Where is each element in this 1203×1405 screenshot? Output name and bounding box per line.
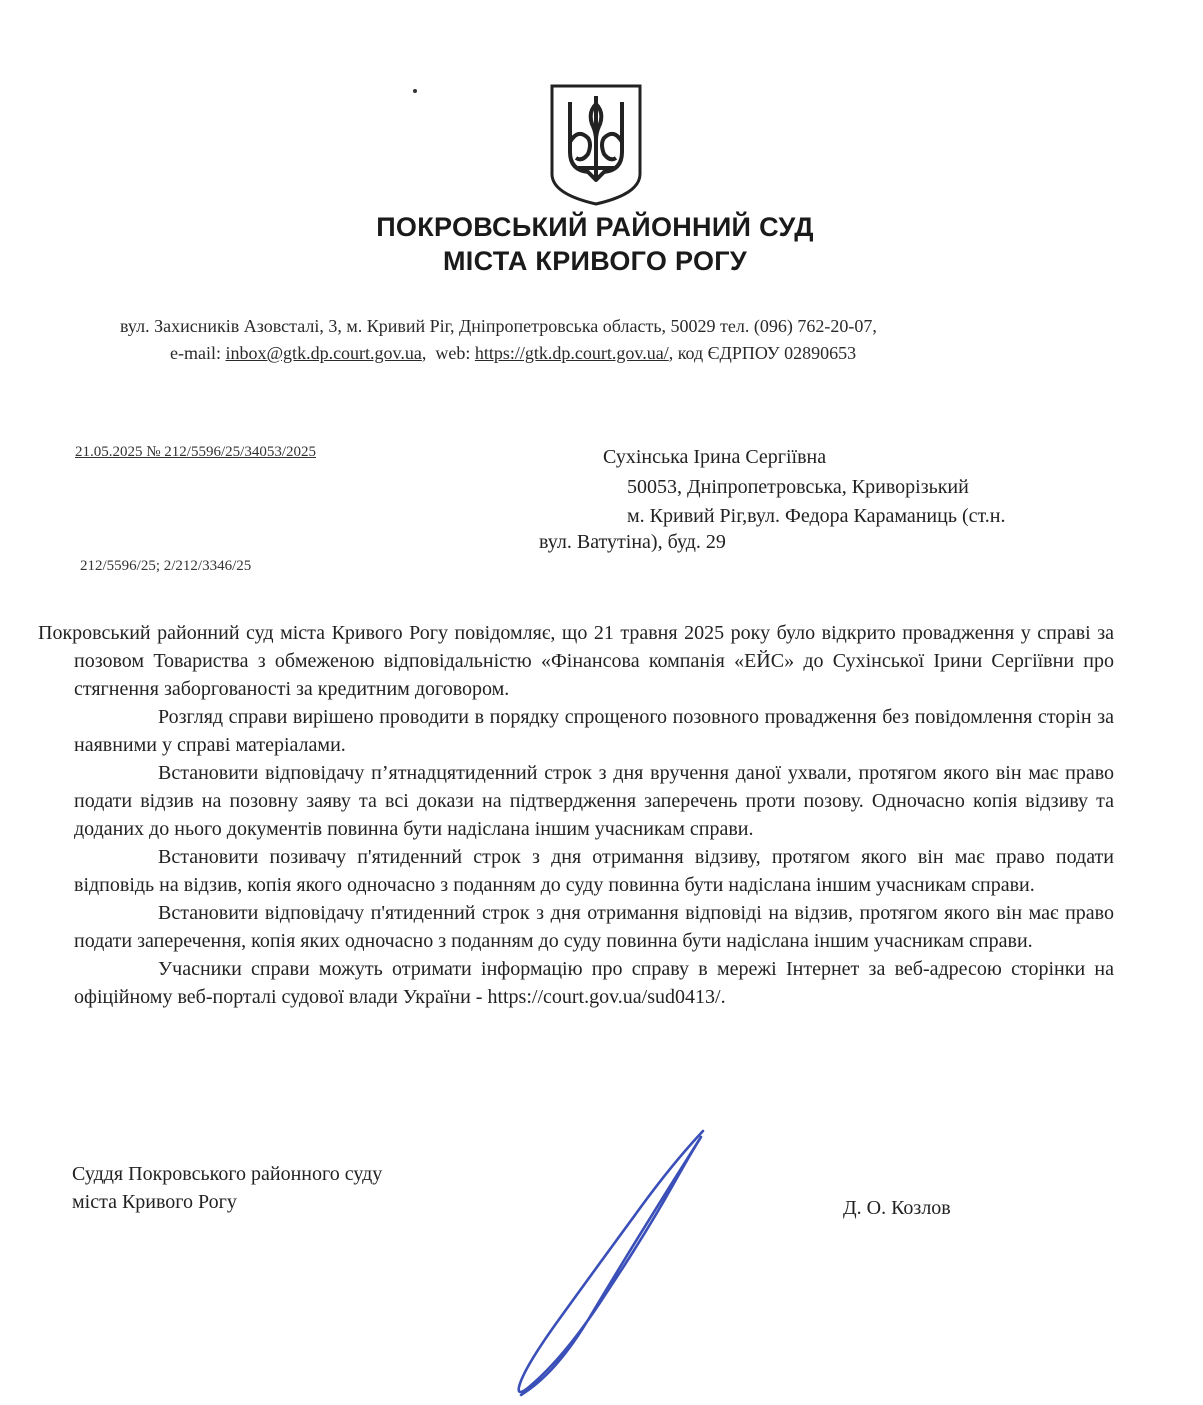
judge-title-line1: Суддя Покровського районного суду [72,1163,383,1185]
web-link[interactable]: https://gtk.dp.court.gov.ua/ [474,343,669,363]
paragraph-defendant-term: Встановити відповідачу п’ятнадцятиденний строк з дня вручення даної ухвали, протягом якого він має право подати відзив на позовну заяву та всі докази на підтвердження заперечень проти позову. Одночасно копія відзиву та доданих до нього документів повинна бути надіслана іншим учасникам справи. [74,762,1114,840]
judge-name: Д. О. Козлов [843,1197,951,1219]
recipient-address-line3: вул. Ватутіна), буд. 29 [539,531,726,553]
court-name-line2: МІСТА КРИВОГО РОГУ [443,246,747,276]
paragraph-procedure: Розгляд справи вирішено проводити в порядку спрощеного позовного провадження без повідомлення сторін за наявними у справі матеріалами. [74,706,1114,756]
recipient-address-line1: 50053, Дніпропетровська, Криворізький [627,476,969,498]
web-label: web: [435,343,475,363]
judge-title-line2: міста Кривого Рогу [72,1191,237,1213]
paragraph-objection-term: Встановити відповідачу п'ятиденний строк з дня отримання відповіді на відзив, протягом якого він має право подати заперечення, копія яких одночасно з поданням до суду повинна бути надіслана іншим учасникам справи. [74,902,1114,952]
email-label: e-mail: [170,343,226,363]
paragraph-notice: Покровський районний суд міста Кривого Рогу повідомляє, що 21 травня 2025 року було відкрито провадження у справі за позовом Товариства з обмеженою відповідальністю «Фінансова компанія «ЕЙС» до Сухінської Ірини Сергіївни про стягнення заборгованості за кредитним договором. [38,622,1114,700]
recipient-name: Сухінська Ірина Сергіївна [603,446,827,468]
trident-coat-of-arms-icon [548,82,644,208]
scan-speck [413,89,417,93]
court-address: вул. Захисників Азовсталі, 3, м. Кривий Ріг, Дніпропетровська область, 50029 тел. (096) 762-20-07, [120,316,877,336]
email-link[interactable]: inbox@gtk.dp.court.gov.ua [225,343,422,363]
paragraph-info-url: Учасники справи можуть отримати інформацію про справу в мережі Інтернет за веб-адресою сторінки на офіційному веб-порталі судової влади України - https://court.gov.ua/sud0413/. [74,958,1114,1008]
edrpou-code: , код ЄДРПОУ 02890653 [668,343,857,363]
court-contacts: e-mail: inbox@gtk.dp.court.gov.ua, web: https://gtk.dp.court.gov.ua/, код ЄДРПОУ 02890653 [170,343,857,363]
case-numbers: 212/5596/25; 2/212/3346/25 [80,558,252,574]
notice-body [38,619,1114,1011]
handwritten-signature-icon [495,1125,715,1400]
recipient-address-line2: м. Кривий Ріг,вул. Федора Караманиць (ст.н. [627,505,1006,527]
document-reference: 21.05.2025 № 212/5596/25/34053/2025 [75,444,316,460]
paragraph-plaintiff-term: Встановити позивачу п'ятиденний строк з дня отримання відзиву, протягом якого він має право подати відповідь на відзив, копія якого одночасно з поданням до суду повинна бути надіслана іншим учасникам справи. [74,846,1114,896]
court-name-line1: ПОКРОВСЬКИЙ РАЙОННИЙ СУД [376,212,814,242]
